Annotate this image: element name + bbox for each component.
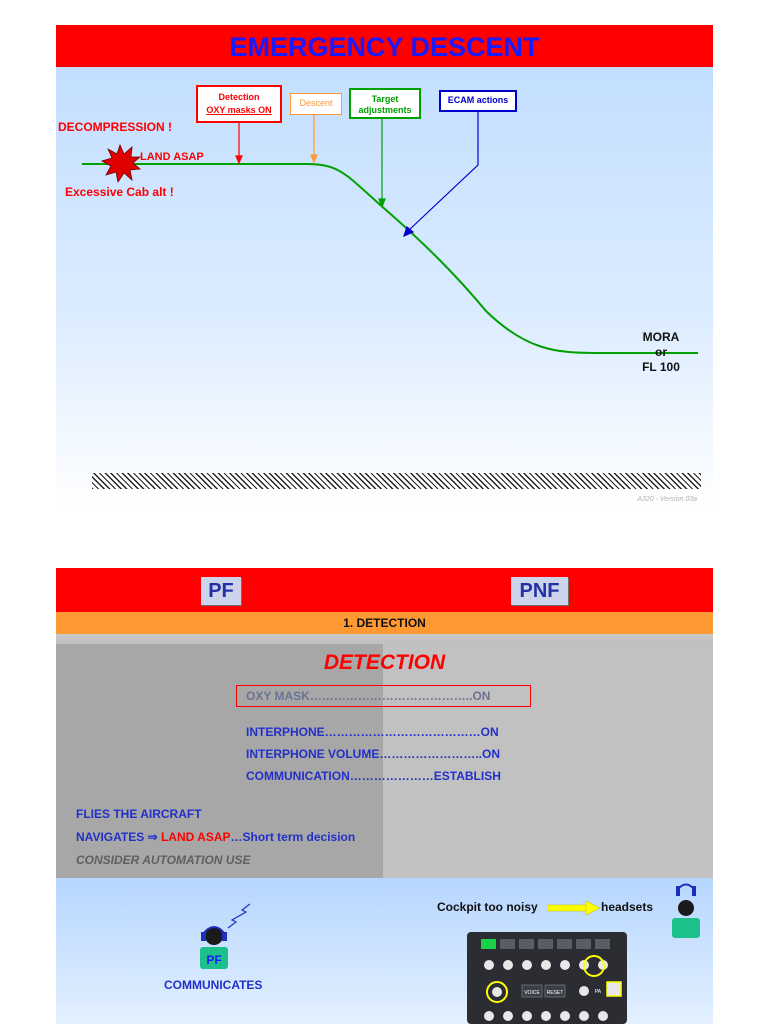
panel-graphic — [467, 932, 627, 1024]
detection-arrow — [236, 123, 242, 163]
interphone-item: INTERPHONE…………………………………ON — [246, 725, 499, 739]
panel-knobs-row2 — [484, 1011, 608, 1021]
navigates-prefix: NAVIGATES ⇒ — [76, 830, 161, 844]
pf-figure-label: PF — [206, 953, 222, 967]
yellow-arrow-icon — [548, 901, 600, 915]
radio-wave-icon — [228, 904, 250, 928]
navigates-land-asap: LAND ASAP — [160, 830, 231, 844]
descent-arrow — [311, 115, 317, 162]
cockpit-noisy-label: Cockpit too noisy — [437, 900, 538, 914]
pa-key-label: PA — [594, 989, 602, 995]
target-adjustments-box — [349, 88, 421, 119]
target-arrow — [379, 119, 385, 207]
ecam-arrow — [404, 112, 478, 236]
mora-line3: FL 100 — [642, 360, 680, 374]
pf-pilot-icon — [186, 898, 256, 978]
pf-tag: PF — [201, 577, 241, 605]
interphone-volume-item: INTERPHONE VOLUME……………………..ON — [246, 747, 501, 761]
ground-hatch — [92, 473, 701, 489]
communication-item: COMMUNICATION…………………ESTABLISH — [246, 769, 501, 783]
slide-title: EMERGENCY DESCENT — [56, 25, 713, 67]
pnf-tag: PNF — [511, 577, 568, 605]
consider-automation-item: CONSIDER AUTOMATION USE — [76, 853, 251, 867]
decompression-label: DECOMPRESSION ! — [58, 120, 173, 134]
audio-control-panel — [467, 932, 627, 1024]
ecam-actions-box — [439, 90, 517, 112]
descent-box — [290, 93, 342, 115]
navigates-suffix: …Short term decision — [230, 830, 356, 844]
panel-knobs-row1 — [484, 960, 608, 970]
pnf-pilot-icon — [664, 880, 710, 940]
mora-label — [631, 328, 691, 376]
header-band — [56, 568, 713, 612]
section-header: 1. DETECTION — [56, 612, 713, 634]
land-asap-label: LAND ASAP — [140, 151, 204, 163]
detection-title: DETECTION — [323, 651, 446, 674]
mora-line2: or — [655, 345, 667, 359]
navigates-item — [76, 830, 355, 844]
ecam-box-label: ECAM actions — [447, 95, 509, 105]
descent-box-label: Descent — [299, 98, 333, 108]
detection-box-subtitle: OXY masks ON — [206, 105, 272, 115]
detection-slide — [56, 568, 713, 1024]
target-box-line1: Target — [371, 94, 399, 104]
detection-box — [196, 85, 282, 123]
descent-flight-path — [82, 164, 698, 353]
communicates-label: COMMUNICATES — [164, 978, 263, 992]
pnf-column — [383, 644, 713, 878]
detection-box-title: Detection — [218, 92, 260, 102]
reset-key-label: RESET — [546, 990, 564, 996]
mora-line1: MORA — [642, 330, 680, 344]
panel-transmit-keys — [481, 939, 610, 949]
emergency-descent-slide — [56, 25, 713, 510]
version-label: A320 - Version 03a — [637, 496, 697, 503]
excessive-cab-alt-label: Excessive Cab alt ! — [65, 185, 174, 199]
voice-key-label: VOICE — [524, 990, 540, 996]
section-divider — [56, 634, 713, 644]
headsets-label: headsets — [601, 900, 654, 914]
flies-aircraft-item: FLIES THE AIRCRAFT — [76, 807, 202, 821]
oxy-mask-item: OXY MASK…………………………………..ON — [246, 689, 491, 703]
target-box-line2: adjustments — [358, 105, 412, 115]
